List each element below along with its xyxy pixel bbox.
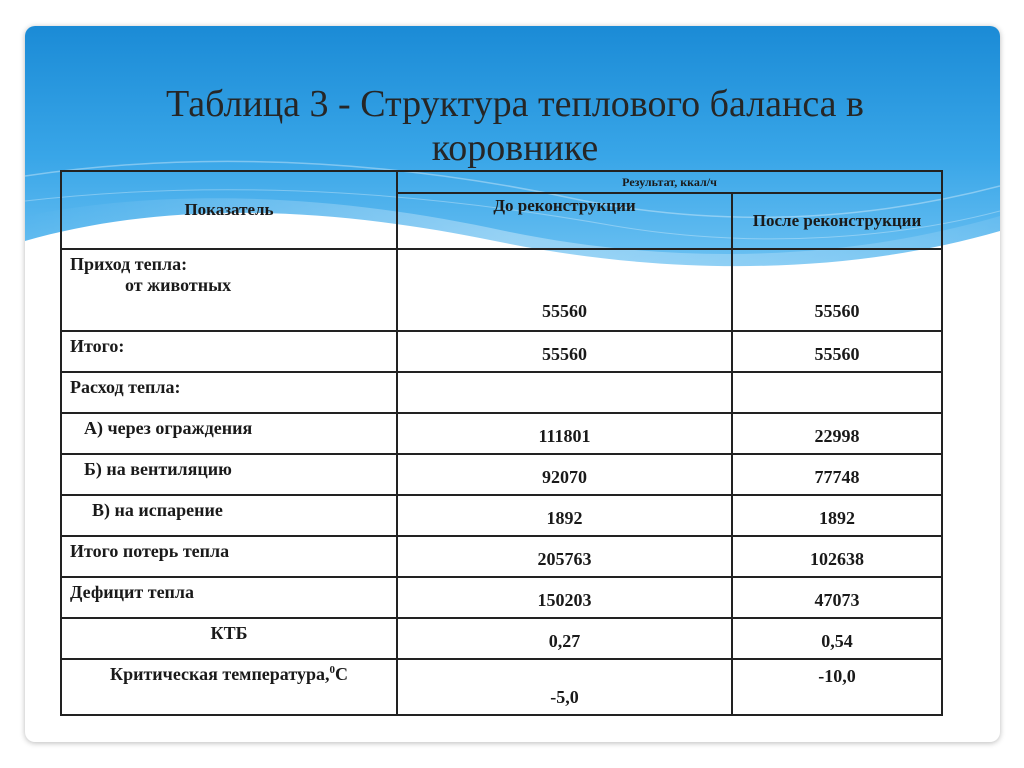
- row-label-unit: С: [334, 664, 348, 684]
- table-row: [61, 331, 942, 372]
- cell-before: 55560: [397, 331, 732, 372]
- row-label: В) на испарение: [61, 495, 397, 536]
- table-row: [61, 495, 942, 536]
- row-label: А) через ограждения: [61, 413, 397, 454]
- cell-before: 1892: [397, 495, 732, 536]
- table-row: [61, 413, 942, 454]
- table-row: [61, 249, 942, 331]
- cell-before: 55560: [397, 249, 732, 331]
- heat-balance-table: [60, 170, 943, 716]
- cell-after: [732, 372, 942, 413]
- cell-before: 92070: [397, 454, 732, 495]
- table-row: [61, 577, 942, 618]
- header-before: До реконструкции: [397, 193, 732, 249]
- row-label: Итого потерь тепла: [61, 536, 397, 577]
- cell-before: 111801: [397, 413, 732, 454]
- cell-after: 22998: [732, 413, 942, 454]
- row-label-line2: от животных: [125, 275, 232, 295]
- row-label: [61, 659, 397, 715]
- cell-before: [397, 372, 732, 413]
- header-result-group: Результат, ккал/ч: [397, 171, 942, 193]
- row-label: Б) на вентиляцию: [61, 454, 397, 495]
- row-label: [61, 249, 397, 331]
- row-label: Расход тепла:: [61, 372, 397, 413]
- table-row: [61, 454, 942, 495]
- cell-after: 47073: [732, 577, 942, 618]
- cell-after: 55560: [732, 331, 942, 372]
- cell-after: 55560: [732, 249, 942, 331]
- row-label: Итого:: [61, 331, 397, 372]
- cell-after: 0,54: [732, 618, 942, 659]
- cell-after: 1892: [732, 495, 942, 536]
- row-label: Дефицит тепла: [61, 577, 397, 618]
- table-row: [61, 659, 942, 715]
- cell-before: 0,27: [397, 618, 732, 659]
- header-indicator: Показатель: [61, 171, 397, 249]
- slide-panel: [25, 26, 1000, 742]
- table-row: [61, 372, 942, 413]
- cell-before: 205763: [397, 536, 732, 577]
- table-row: [61, 536, 942, 577]
- row-label: КТБ: [61, 618, 397, 659]
- header-after: После реконструкции: [732, 193, 942, 249]
- table-header-row: [61, 171, 942, 193]
- degree-superscript: 0: [329, 664, 335, 676]
- cell-after: -10,0: [732, 659, 942, 715]
- cell-after: 77748: [732, 454, 942, 495]
- row-label-text: Критическая температура,: [110, 664, 330, 684]
- slide-title: Таблица 3 - Структура теплового баланса в коровнике: [166, 83, 864, 169]
- cell-before: -5,0: [397, 659, 732, 715]
- row-label-line1: Приход тепла:: [70, 254, 188, 274]
- table-row: [61, 618, 942, 659]
- cell-after: 102638: [732, 536, 942, 577]
- cell-before: 150203: [397, 577, 732, 618]
